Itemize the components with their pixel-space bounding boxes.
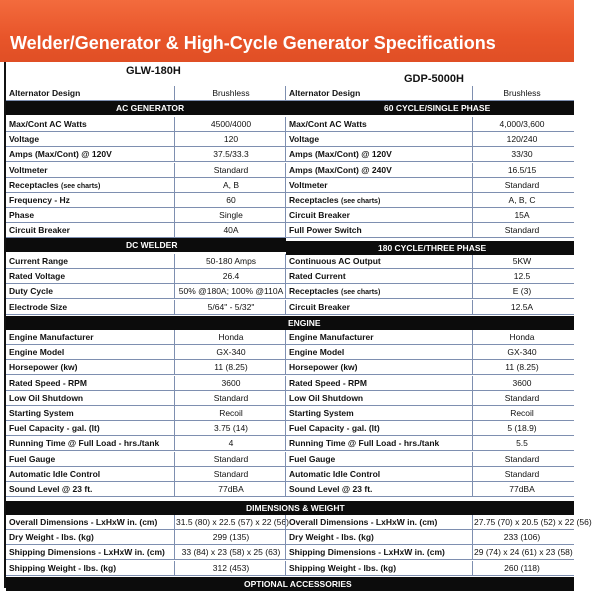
spec-value: 3600 (221, 377, 241, 388)
spec-label-text: Sound Level @ 23 ft. (289, 484, 373, 494)
spec-label-text: Dry Weight - lbs. (kg) (289, 532, 374, 543)
spec-row (6, 561, 286, 576)
model-header (6, 65, 286, 81)
spec-value: Brushless (503, 88, 541, 98)
spec-value: 26.4 (222, 271, 240, 282)
spec-label (289, 225, 362, 235)
spec-label-text: Amps (Max/Cont) @ 120V (9, 149, 112, 160)
spec-row (6, 376, 286, 391)
spec-label-text: Dry Weight - lbs. (kg) (9, 532, 94, 543)
spec-value: Single (219, 210, 243, 221)
spec-row (286, 406, 574, 421)
spec-label-text: Amps (Max/Cont) @ 120V (289, 149, 392, 160)
alternator-row (6, 86, 286, 101)
spec-value: 27.75 (70) x 20.5 (52) x 22 (56) (474, 517, 592, 527)
spec-label (9, 332, 94, 342)
spec-label-text: Running Time @ Full Load - hrs./tank (289, 438, 440, 449)
spec-row (286, 482, 574, 497)
spec-label (289, 332, 374, 342)
spec-row (286, 360, 574, 375)
spec-value: 3.75 (14) (213, 423, 249, 434)
spec-value: 11 (8.25) (505, 362, 539, 373)
spec-value: 50-180 Amps (205, 256, 257, 266)
spec-label-text: Circuit Breaker (289, 210, 350, 221)
spec-label-text: Max/Cont AC Watts (289, 119, 367, 129)
spec-label-text: Receptacles (289, 286, 341, 297)
spec-label (9, 302, 67, 312)
spec-label-text: Fuel Gauge (289, 453, 336, 464)
spec-label (9, 195, 70, 205)
spec-value: 4500/4000 (210, 119, 252, 129)
spec-value: A, B, C (508, 195, 536, 205)
spec-value: 33 (84) x 23 (58) x 25 (63) (181, 547, 281, 558)
spec-label-text: Starting System (9, 408, 74, 418)
spec-row (6, 163, 286, 178)
spec-label-text: Engine Model (9, 347, 65, 358)
spec-row (286, 436, 574, 451)
spec-row (6, 360, 286, 375)
spec-value: Recoil (219, 408, 243, 418)
spec-value: 77dBA (218, 484, 244, 494)
spec-value: 31.5 (80) x 22.5 (57) x 22 (56) (176, 517, 289, 527)
spec-row (286, 300, 574, 315)
spec-label (9, 547, 165, 557)
spec-value: GX-340 (216, 347, 246, 358)
spec-row (286, 147, 574, 162)
spec-row (6, 391, 286, 406)
spec-row (6, 421, 286, 436)
spec-value: 233 (106) (503, 532, 541, 543)
spec-value: 312 (453) (212, 562, 250, 573)
spec-row (286, 284, 574, 299)
spec-label: Alternator Design (9, 88, 81, 98)
spec-value: 40A (223, 225, 239, 236)
spec-label-text: Fuel Capacity - gal. (lt) (289, 423, 380, 434)
alternator-row (286, 86, 574, 101)
spec-row (6, 345, 286, 360)
spec-label-text: Voltage (289, 134, 320, 145)
spec-label (289, 517, 437, 527)
spec-label (9, 210, 34, 220)
spec-label-text: Shipping Dimensions - LxHxW in. (cm) (9, 547, 165, 558)
spec-label (9, 347, 64, 357)
spec-value: 4,000/3,600 (499, 119, 545, 129)
spec-label-text: Overall Dimensions - LxHxW in. (cm) (9, 517, 158, 527)
section-single-phase-label: 60 CYCLE/SINGLE PHASE (384, 103, 491, 113)
spec-row (286, 163, 574, 178)
spec-label-text: Engine Model (289, 347, 345, 358)
spec-value: 4 (228, 438, 234, 449)
spec-label-text: Voltmeter (289, 179, 328, 190)
spec-value: 77dBA (509, 484, 535, 494)
spec-label-text: Circuit Breaker (9, 225, 70, 236)
section-ac-generator-label: AC GENERATOR (116, 103, 185, 113)
spec-row (286, 421, 574, 436)
spec-label-text: Phase (9, 210, 35, 221)
spec-row (286, 345, 574, 360)
spec-label-text: Low Oil Shutdown (9, 392, 84, 403)
spec-row (6, 208, 286, 223)
spec-label-text: Full Power Switch (289, 225, 362, 236)
spec-row (286, 561, 574, 576)
spec-value: 5 (18.9) (507, 423, 537, 434)
spec-row (6, 545, 286, 560)
section-engine (6, 316, 574, 330)
spec-label (9, 134, 39, 144)
spec-row (286, 254, 574, 269)
spec-row (286, 452, 574, 467)
spec-row (286, 330, 574, 345)
spec-label (289, 438, 439, 448)
spec-row (286, 545, 574, 560)
spec-label (289, 408, 354, 418)
spec-value: 37.5/33.3 (213, 149, 249, 160)
section-accessories-label: OPTIONAL ACCESSORIES (244, 579, 352, 589)
spec-label (9, 165, 48, 175)
spec-row (6, 193, 286, 208)
section-dc-welder (6, 238, 286, 252)
spec-value: 12.5A (510, 301, 534, 312)
spec-label-text: Current Range (9, 256, 69, 266)
spec-label-text: Shipping Weight - lbs. (kg) (289, 562, 397, 573)
spec-row (286, 391, 574, 406)
spec-row (6, 132, 286, 147)
spec-label (289, 302, 350, 312)
spec-row (6, 178, 286, 193)
spec-value: Standard (213, 392, 249, 403)
spec-value: 11 (8.25) (214, 362, 248, 373)
spec-label (289, 347, 344, 357)
spec-label (289, 393, 363, 403)
spec-label-text: Low Oil Shutdown (289, 392, 364, 403)
spec-label (289, 286, 380, 296)
spec-label (289, 165, 392, 175)
spec-row (6, 452, 286, 467)
section-dimensions (6, 501, 574, 515)
spec-row (286, 515, 592, 530)
section-dimensions-label: DIMENSIONS & WEIGHT (246, 503, 345, 513)
spec-value: 60 (226, 195, 236, 205)
spec-value: Honda (509, 332, 535, 342)
spec-label (9, 423, 100, 433)
spec-row (6, 330, 286, 345)
spec-value: 120 (223, 134, 239, 145)
spec-row (286, 208, 574, 223)
spec-label (289, 469, 380, 479)
spec-label-text: Receptacles (289, 195, 341, 205)
page-title: Welder/Generator & High-Cycle Generator Specifications (10, 33, 496, 53)
spec-label (9, 517, 157, 527)
spec-label-text: Rated Voltage (9, 271, 66, 282)
spec-label-text: Voltmeter (9, 164, 48, 175)
spec-label: Alternator Design (289, 88, 361, 98)
section-ac-generator (6, 101, 286, 115)
spec-label (289, 484, 372, 494)
spec-label-text: Electrode Size (9, 301, 68, 312)
spec-row (6, 269, 286, 284)
spec-row (286, 117, 574, 132)
spec-row (286, 193, 574, 208)
spec-row (6, 300, 286, 315)
spec-label (9, 362, 78, 372)
spec-label (9, 532, 94, 542)
spec-label (9, 454, 55, 464)
spec-label (9, 469, 100, 479)
model-name: GLW-180H (126, 65, 181, 77)
spec-row (6, 467, 286, 482)
spec-value: Standard (213, 164, 249, 175)
spec-value: 5KW (512, 256, 532, 266)
spec-label-text: Shipping Weight - lbs. (kg) (9, 562, 117, 573)
spec-value: 12.5 (513, 271, 531, 282)
spec-label-text: Horsepower (kw) (289, 362, 358, 373)
spec-label-text: Rated Speed - RPM (289, 377, 367, 388)
spec-value: 120/240 (506, 134, 538, 145)
spec-value: GX-340 (507, 347, 537, 358)
spec-row (6, 482, 286, 497)
spec-value: 15A (514, 210, 530, 221)
spec-row (286, 467, 574, 482)
spec-row (286, 178, 574, 193)
spec-label (9, 149, 112, 159)
spec-row (6, 147, 286, 162)
spec-value: 50% @180A; 100% @110A (178, 286, 284, 297)
spec-label (289, 378, 367, 388)
spec-label (9, 119, 87, 129)
model-name: GDP-5000H (404, 73, 464, 85)
spec-label (289, 362, 358, 372)
table-left-border (4, 62, 6, 588)
spec-label-text: Amps (Max/Cont) @ 240V (289, 164, 392, 175)
spec-value: 33/30 (511, 149, 533, 160)
spec-value: 5.5 (516, 438, 528, 449)
spec-label-text: Fuel Capacity - gal. (lt) (9, 423, 100, 434)
section-single-phase (286, 101, 574, 115)
spec-value: Standard (504, 392, 540, 403)
spec-value: Standard (504, 453, 540, 464)
spec-row (6, 436, 286, 451)
section-engine-label: ENGINE (288, 318, 321, 328)
spec-label-text: Voltage (9, 134, 40, 145)
spec-label-text: Running Time @ Full Load - hrs./tank (9, 438, 160, 449)
spec-label (289, 134, 319, 144)
spec-value: Honda (218, 332, 244, 342)
spec-label-text: Starting System (289, 408, 354, 418)
spec-label-text: Overall Dimensions - LxHxW in. (cm) (289, 517, 438, 527)
spec-label-text: Engine Manufacturer (289, 332, 374, 342)
spec-label-text: Engine Manufacturer (9, 332, 94, 342)
spec-label-text: Horsepower (kw) (9, 362, 78, 373)
spec-value: 29 (74) x 24 (61) x 23 (58) (474, 547, 573, 558)
spec-row (6, 284, 286, 299)
spec-label (9, 256, 68, 266)
spec-label (9, 286, 53, 296)
spec-label-text: Shipping Dimensions - LxHxW in. (cm) (289, 547, 445, 558)
spec-label (289, 210, 350, 220)
spec-value: Standard (504, 179, 540, 190)
spec-label (9, 225, 70, 235)
spec-row (6, 530, 286, 545)
spec-label (289, 532, 374, 542)
spec-label (9, 408, 74, 418)
spec-label (289, 423, 380, 433)
spec-value: A, B (222, 179, 240, 190)
spec-value: 16.5/15 (507, 164, 537, 175)
spec-label (9, 271, 65, 281)
spec-label-text: Rated Speed - RPM (9, 377, 87, 388)
spec-value: Standard (504, 225, 540, 236)
spec-label (289, 149, 392, 159)
section-dc-welder-label: DC WELDER (126, 240, 178, 250)
spec-label-text: Sound Level @ 23 ft. (9, 484, 93, 494)
spec-value: E (3) (512, 286, 532, 297)
section-accessories (6, 577, 574, 591)
spec-row (286, 132, 574, 147)
spec-label-text: Rated Current (289, 271, 346, 282)
spec-row (286, 530, 574, 545)
spec-row (286, 376, 574, 391)
spec-label-text: Continuous AC Output (289, 256, 381, 266)
spec-label (289, 119, 367, 129)
title-banner (0, 0, 574, 62)
spec-value: Standard (213, 453, 249, 464)
spec-label (289, 195, 380, 205)
spec-label (9, 484, 92, 494)
spec-label (9, 393, 83, 403)
spec-row (6, 515, 289, 530)
spec-row (286, 269, 574, 284)
spec-label-text: Duty Cycle (9, 286, 53, 297)
spec-label-text: Automatic Idle Control (9, 468, 101, 479)
spec-label-text: Max/Cont AC Watts (9, 119, 87, 129)
spec-row (286, 223, 574, 238)
spec-label (9, 563, 116, 573)
spec-label (9, 180, 100, 190)
spec-label-note: (see charts) (340, 289, 381, 297)
spec-row (6, 406, 286, 421)
spec-row (6, 254, 286, 269)
spec-label-text: Automatic Idle Control (289, 468, 381, 479)
spec-value: Brushless (212, 88, 250, 98)
spec-label (289, 271, 346, 281)
spec-label-note: (see charts) (340, 198, 381, 205)
spec-label (289, 454, 335, 464)
section-three-phase-label: 180 CYCLE/THREE PHASE (378, 243, 487, 253)
spec-label (289, 563, 396, 573)
spec-value: Recoil (510, 408, 534, 418)
spec-row (6, 223, 286, 238)
spec-label-note: (see charts) (60, 182, 101, 190)
spec-label-text: Circuit Breaker (289, 301, 350, 312)
spec-label (9, 438, 159, 448)
spec-label-text: Frequency - Hz (9, 195, 70, 205)
spec-value: 260 (118) (504, 562, 540, 573)
spec-label (289, 256, 381, 266)
spec-label-text: Fuel Gauge (9, 453, 56, 464)
spec-label (289, 547, 445, 557)
section-three-phase (286, 241, 574, 255)
spec-row (6, 117, 286, 132)
spec-label-text: Receptacles (9, 179, 61, 190)
spec-value: 3600 (512, 377, 532, 388)
model-header (286, 65, 574, 85)
spec-value: Standard (213, 468, 249, 479)
spec-label (289, 180, 328, 190)
spec-label (9, 378, 87, 388)
spec-value: 5/64" - 5/32" (207, 301, 255, 312)
spec-value: 299 (135) (212, 532, 250, 543)
spec-value: Standard (504, 468, 540, 479)
